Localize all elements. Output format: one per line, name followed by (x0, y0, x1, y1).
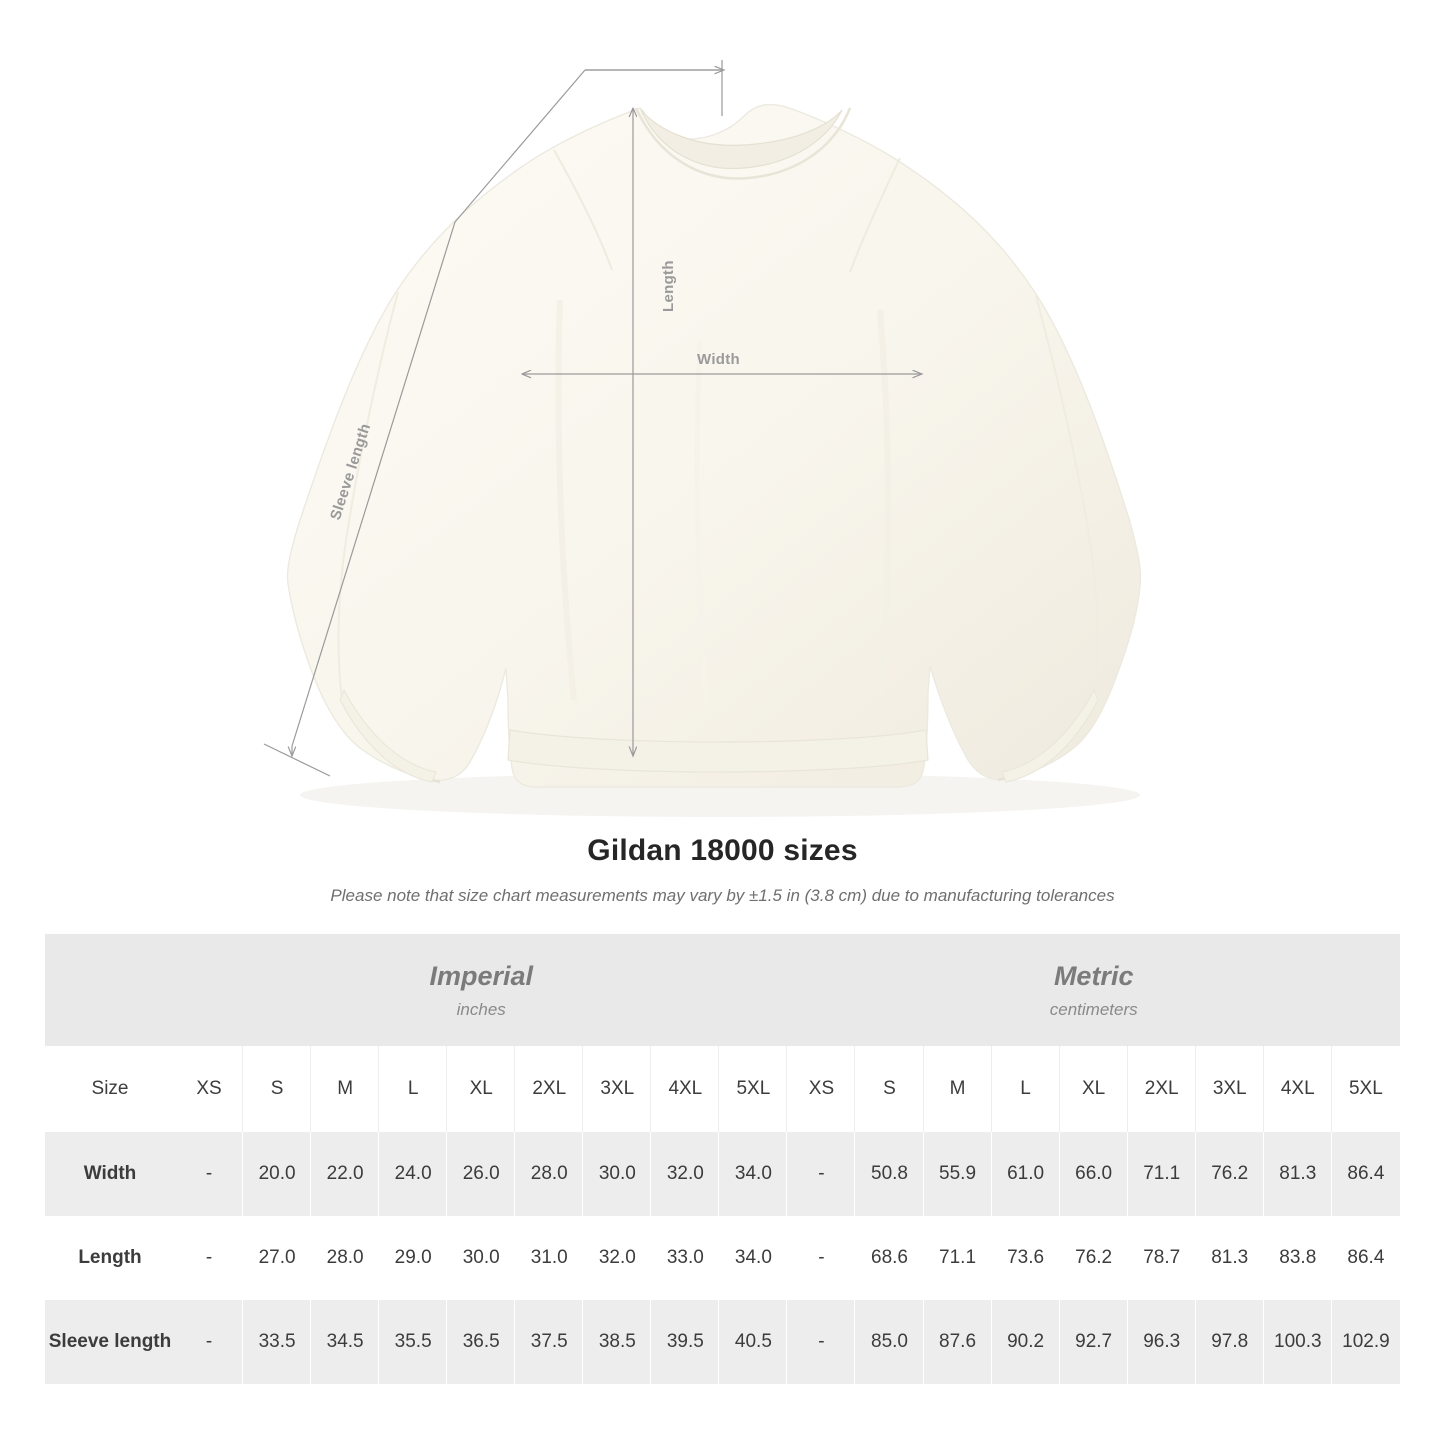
metric-name: Metric (1053, 960, 1134, 991)
table-header-row (45, 1046, 1400, 1132)
header-imperial-m: M (311, 1046, 379, 1132)
cell-sleeve-imperial-xs: - (175, 1300, 243, 1384)
cell-sleeve-metric-xs: - (787, 1300, 855, 1384)
cell-width-metric-4xl: 81.3 (1264, 1132, 1332, 1216)
unit-system-imperial (175, 934, 787, 1046)
header-imperial-xl: XL (447, 1046, 515, 1132)
cell-width-imperial-m: 22.0 (311, 1132, 379, 1216)
header-imperial-2xl: 2XL (515, 1046, 583, 1132)
cell-sleeve-imperial-xl: 36.5 (447, 1300, 515, 1384)
cell-sleeve-imperial-4xl: 39.5 (651, 1300, 719, 1384)
imperial-unit: inches (456, 999, 506, 1019)
cell-sleeve-metric-m: 87.6 (924, 1300, 992, 1384)
table-row-sleeve-length (45, 1300, 1400, 1384)
header-imperial-4xl: 4XL (651, 1046, 719, 1132)
cell-length-imperial-m: 28.0 (311, 1216, 379, 1300)
cell-length-imperial-3xl: 32.0 (583, 1216, 651, 1300)
rowhead-sleeve-length: Sleeve length (45, 1300, 175, 1384)
header-metric-s: S (855, 1046, 923, 1132)
cell-length-imperial-s: 27.0 (243, 1216, 311, 1300)
cell-sleeve-metric-3xl: 97.8 (1196, 1300, 1264, 1384)
cell-sleeve-imperial-3xl: 38.5 (583, 1300, 651, 1384)
cell-sleeve-imperial-2xl: 37.5 (515, 1300, 583, 1384)
cell-width-metric-5xl: 86.4 (1332, 1132, 1400, 1216)
page-title: Gildan 18000 sizes (587, 834, 858, 867)
rowhead-length: Length (78, 1247, 142, 1268)
unit-system-metric (787, 934, 1400, 1046)
cell-length-imperial-xs: - (175, 1216, 243, 1300)
cell-width-metric-l: 61.0 (992, 1132, 1060, 1216)
imperial-name: Imperial (429, 960, 533, 991)
table-row-width (45, 1132, 1400, 1216)
width-label: Width (697, 351, 741, 368)
cell-sleeve-metric-xl: 92.7 (1060, 1300, 1128, 1384)
header-metric-2xl: 2XL (1128, 1046, 1196, 1132)
cell-length-metric-5xl: 86.4 (1347, 1247, 1385, 1268)
cell-sleeve-imperial-5xl: 40.5 (719, 1300, 787, 1384)
cell-sleeve-metric-5xl: 102.9 (1332, 1300, 1400, 1384)
cell-width-imperial-2xl: 28.0 (515, 1132, 583, 1216)
header-size: Size (45, 1046, 175, 1132)
tolerance-note: Please note that size chart measurements may vary by ±1.5 in (3.8 cm) due to manufacturing tolerances (330, 886, 1115, 905)
cell-length-imperial-5xl: 34.0 (719, 1216, 787, 1300)
cell-sleeve-metric-2xl: 96.3 (1128, 1300, 1196, 1384)
table-row-length (45, 1216, 1400, 1300)
cell-sleeve-imperial-m: 34.5 (311, 1300, 379, 1384)
sweatshirt-body (288, 105, 1141, 787)
cell-length-metric-xs: - (787, 1216, 855, 1300)
header-imperial-xs: XS (175, 1046, 243, 1132)
cell-width-imperial-xs: - (175, 1132, 243, 1216)
cell-sleeve-metric-s: 85.0 (855, 1300, 923, 1384)
header-metric-xs: XS (787, 1046, 855, 1132)
header-metric-5xl: 5XL (1332, 1046, 1400, 1132)
cell-length-imperial-4xl: 33.0 (651, 1216, 719, 1300)
sleeve-tick-bottom (264, 744, 330, 776)
size-table-wrapper (45, 934, 1400, 1384)
cell-sleeve-metric-4xl: 100.3 (1264, 1300, 1332, 1384)
cell-width-metric-xs: - (787, 1132, 855, 1216)
cell-width-imperial-3xl: 30.0 (583, 1132, 651, 1216)
cell-length-metric-s: 68.6 (855, 1216, 923, 1300)
sleeve-length-label: Sleeve length (327, 421, 375, 523)
cell-length-imperial-xl: 30.0 (447, 1216, 515, 1300)
size-table (45, 934, 1400, 1384)
length-label: Length (660, 260, 677, 312)
cell-width-imperial-l: 24.0 (379, 1132, 447, 1216)
header-metric-3xl: 3XL (1196, 1046, 1264, 1132)
cell-length-metric-m: 71.1 (924, 1216, 992, 1300)
cell-sleeve-imperial-l: 35.5 (379, 1300, 447, 1384)
cell-width-imperial-xl: 26.0 (447, 1132, 515, 1216)
cell-sleeve-metric-l: 90.2 (992, 1300, 1060, 1384)
rowhead-width: Width (45, 1132, 175, 1216)
cell-length-metric-3xl: 81.3 (1196, 1216, 1264, 1300)
header-imperial-5xl: 5XL (719, 1046, 787, 1132)
cell-length-metric-xl: 76.2 (1060, 1216, 1128, 1300)
header-imperial-l: L (379, 1046, 447, 1132)
metric-unit: centimeters (1049, 999, 1138, 1019)
cell-length-metric-l: 73.6 (992, 1216, 1060, 1300)
title-block (0, 834, 1445, 906)
cell-length-imperial-l: 29.0 (379, 1216, 447, 1300)
cell-sleeve-imperial-s: 33.5 (243, 1300, 311, 1384)
cell-length-imperial-2xl: 31.0 (515, 1216, 583, 1300)
cell-width-metric-s: 50.8 (855, 1132, 923, 1216)
unit-system-row (45, 934, 1400, 1046)
header-metric-4xl: 4XL (1264, 1046, 1332, 1132)
unit-system-spacer (45, 934, 175, 1046)
header-metric-l: L (992, 1046, 1060, 1132)
cell-length-metric-4xl: 83.8 (1264, 1216, 1332, 1300)
header-imperial-3xl: 3XL (583, 1046, 651, 1132)
cell-width-imperial-4xl: 32.0 (651, 1132, 719, 1216)
cell-width-metric-2xl: 71.1 (1128, 1132, 1196, 1216)
cell-width-imperial-5xl: 34.0 (719, 1132, 787, 1216)
cell-width-metric-3xl: 76.2 (1196, 1132, 1264, 1216)
cell-width-metric-xl: 66.0 (1060, 1132, 1128, 1216)
cell-length-metric-2xl: 78.7 (1128, 1216, 1196, 1300)
header-metric-xl: XL (1060, 1046, 1128, 1132)
header-metric-m: M (924, 1046, 992, 1132)
cell-width-metric-m: 55.9 (924, 1132, 992, 1216)
cell-width-imperial-s: 20.0 (243, 1132, 311, 1216)
header-imperial-s: S (243, 1046, 311, 1132)
